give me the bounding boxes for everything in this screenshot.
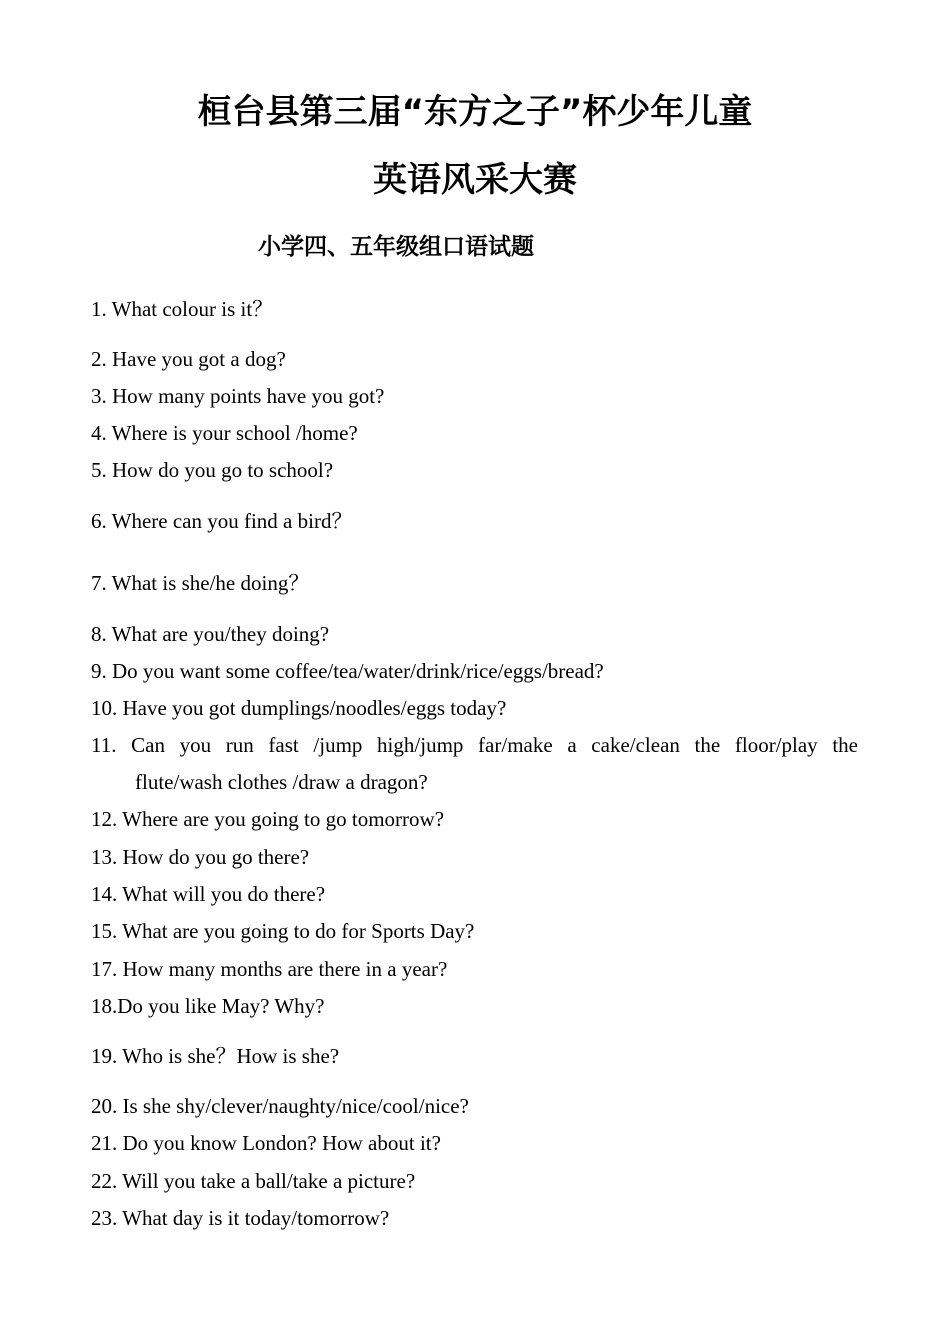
question-item: 3. How many points have you got? (91, 384, 385, 408)
document-title-line-1: 桓台县第三届“东方之子”杯少年儿童 (197, 92, 753, 132)
question-item: 18.Do you like May? Why? (91, 994, 325, 1018)
question-item: 21. Do you know London? How about it? (91, 1131, 441, 1155)
question-item: 4. Where is your school /home? (91, 421, 358, 445)
document-subtitle: 小学四、五年级组口语试题 (258, 234, 534, 260)
question-item: 9. Do you want some coffee/tea/water/drink/rice/eggs/bread? (91, 659, 604, 683)
question-item: 13. How do you go there? (91, 845, 310, 869)
question-item: 22. Will you take a ball/take a picture? (91, 1169, 416, 1193)
question-item: 8. What are you/they doing? (91, 622, 330, 646)
question-item: 15. What are you going to do for Sports Day? (91, 919, 475, 943)
question-item: 20. Is she shy/clever/naughty/nice/cool/nice? (91, 1094, 469, 1118)
question-item: 7. What is she/he doing？ (91, 571, 310, 595)
question-item: 19. Who is she？How is she? (91, 1044, 340, 1068)
question-item: 5. How do you go to school? (91, 458, 334, 482)
question-item: 23. What day is it today/tomorrow? (91, 1206, 390, 1230)
document-title-line-2: 英语风采大赛 (373, 160, 577, 200)
question-item: 17. How many months are there in a year? (91, 957, 448, 981)
question-item: 6. Where can you find a bird？ (91, 509, 353, 533)
question-item: 14. What will you do there? (91, 882, 326, 906)
question-item: 1. What colour is it？ (91, 297, 274, 321)
question-item-continuation: flute/wash clothes /draw a dragon? (135, 770, 428, 794)
question-item: 11. Can you run fast /jump high/jump far/make a cake/clean the floor/play the (91, 733, 858, 757)
question-item: 12. Where are you going to go tomorrow? (91, 807, 445, 831)
question-item: 10. Have you got dumplings/noodles/eggs today? (91, 696, 507, 720)
question-item: 2. Have you got a dog? (91, 347, 286, 371)
